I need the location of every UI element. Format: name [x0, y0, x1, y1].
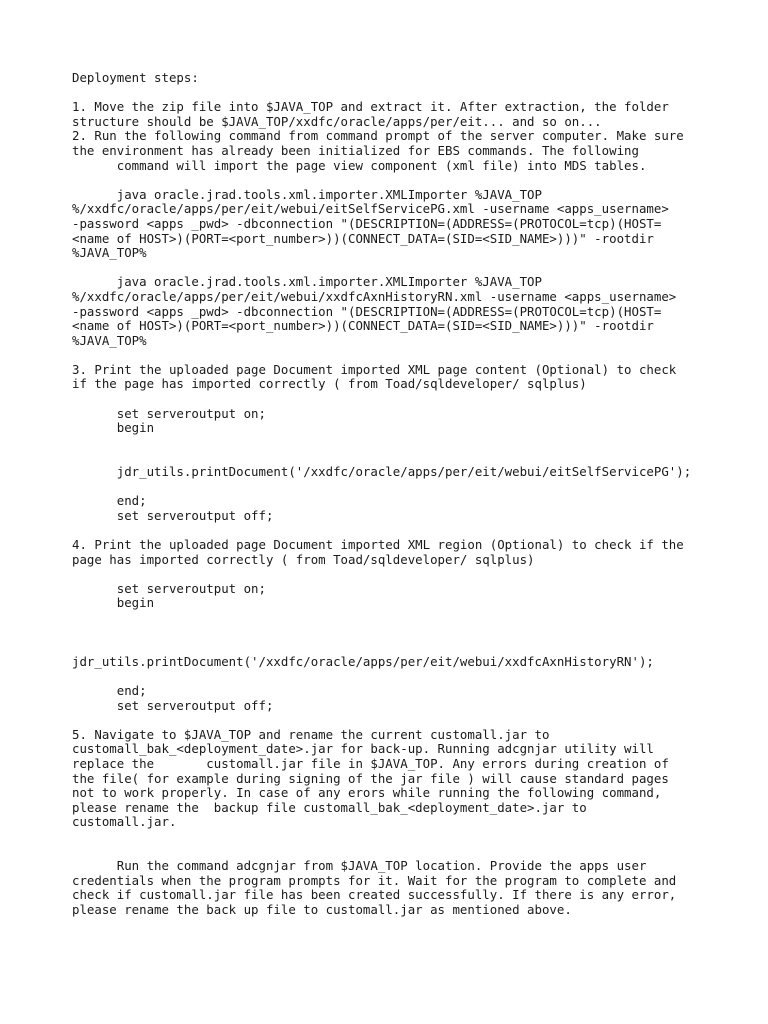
- text-line: page has imported correctly ( from Toad/sqldeveloper/ sqlplus): [72, 551, 535, 567]
- text-line: not to work properly. In case of any erors while running the following command,: [72, 785, 662, 801]
- text-line: -password <apps _pwd> -dbconnection "(DESCRIPTION=(ADDRESS=(PROTOCOL=tcp)(HOST=: [72, 215, 662, 231]
- text-line: structure should be $JAVA_TOP/xxdfc/oracle/apps/per/eit... and so on...: [72, 113, 602, 129]
- blank-line: [72, 567, 712, 582]
- blank-line: [72, 392, 712, 407]
- blank-line: [72, 348, 712, 363]
- text-line: <name of HOST>)(PORT=<port_number>))(CONNECT_DATA=(SID=<SID_NAME>)))" -rootdir: [72, 230, 654, 246]
- text-line: Deployment steps:: [72, 70, 199, 85]
- text-line: jdr_utils.printDocument('/xxdfc/oracle/apps/per/eit/webui/xxdfcAxnHistoryRN');: [72, 653, 654, 669]
- text-line: begin: [72, 420, 155, 436]
- document-body: [72, 71, 712, 917]
- blank-line: [72, 713, 712, 728]
- text-line: set serveroutput on;: [72, 580, 266, 596]
- text-line: %/xxdfc/oracle/apps/per/eit/webui/eitSelfServicePG.xml -username <apps_username>: [72, 201, 669, 217]
- text-line: java oracle.jrad.tools.xml.importer.XMLImporter %JAVA_TOP: [72, 186, 542, 202]
- text-line: set serveroutput off;: [72, 507, 274, 523]
- blank-line: [72, 626, 712, 641]
- text-line: 4. Print the uploaded page Document imported XML region (Optional) to check if the: [72, 537, 684, 552]
- text-line: jdr_utils.printDocument('/xxdfc/oracle/apps/per/eit/webui/eitSelfServicePG');: [72, 464, 692, 480]
- text-line: Run the command adcgnjar from $JAVA_TOP location. Provide the apps user: [72, 858, 647, 874]
- text-line: set serveroutput on;: [72, 405, 266, 421]
- text-line: 3. Print the uploaded page Document imported XML page content (Optional) to check: [72, 361, 677, 377]
- text-line: <name of HOST>)(PORT=<port_number>))(CONNECT_DATA=(SID=<SID_NAME>)))" -rootdir: [72, 318, 654, 334]
- blank-line: [72, 86, 712, 101]
- text-line: the file( for example during signing of the jar file ) will cause standard pages: [72, 770, 669, 786]
- text-line: -password <apps _pwd> -dbconnection "(DESCRIPTION=(ADDRESS=(PROTOCOL=tcp)(HOST=: [72, 303, 662, 319]
- blank-line: [72, 173, 712, 188]
- text-line: end;: [72, 682, 147, 698]
- blank-line: [72, 450, 712, 465]
- text-line: set serveroutput off;: [72, 697, 274, 713]
- text-line: customall.jar.: [72, 814, 177, 830]
- text-line: replace the customall.jar file in $JAVA_TOP. Any errors during creation of: [72, 755, 669, 771]
- text-line: credentials when the program prompts for it. Wait for the program to complete and: [72, 872, 677, 888]
- blank-line: [72, 480, 712, 495]
- text-line: customall_bak_<deployment_date>.jar for back-up. Running adcgnjar utility will: [72, 741, 654, 757]
- text-line: if the page has imported correctly ( from Toad/sqldeveloper/ sqlplus): [72, 376, 587, 392]
- blank-line: [72, 436, 712, 451]
- text-line: 5. Navigate to $JAVA_TOP and rename the current customall.jar to: [72, 726, 550, 742]
- text-line: begin: [72, 595, 155, 611]
- text-line: the environment has already been initialized for EBS commands. The following: [72, 142, 639, 158]
- text-line: %JAVA_TOP%: [72, 332, 147, 348]
- blank-line: [72, 611, 712, 626]
- text-line: %JAVA_TOP%: [72, 245, 147, 261]
- blank-line: [72, 261, 712, 276]
- text-line: check if customall.jar file has been created successfully. If there is any error,: [72, 887, 677, 903]
- text-line: command will import the page view component (xml file) into MDS tables.: [72, 157, 647, 173]
- blank-line: [72, 830, 712, 845]
- text-line: end;: [72, 493, 147, 509]
- text-line: please rename the backup file customall_bak_<deployment_date>.jar to: [72, 799, 587, 815]
- text-line: 2. Run the following command from command prompt of the server computer. Make sure: [72, 128, 684, 144]
- blank-line: [72, 669, 712, 684]
- blank-line: [72, 844, 712, 859]
- blank-line: [72, 640, 712, 655]
- text-line: please rename the back up file to customall.jar as mentioned above.: [72, 901, 572, 917]
- text-line: %/xxdfc/oracle/apps/per/eit/webui/xxdfcAxnHistoryRN.xml -username <apps_username>: [72, 288, 677, 304]
- text-line: 1. Move the zip file into $JAVA_TOP and extract it. After extraction, the folder: [72, 99, 669, 115]
- text-line: java oracle.jrad.tools.xml.importer.XMLImporter %JAVA_TOP: [72, 274, 542, 290]
- blank-line: [72, 523, 712, 538]
